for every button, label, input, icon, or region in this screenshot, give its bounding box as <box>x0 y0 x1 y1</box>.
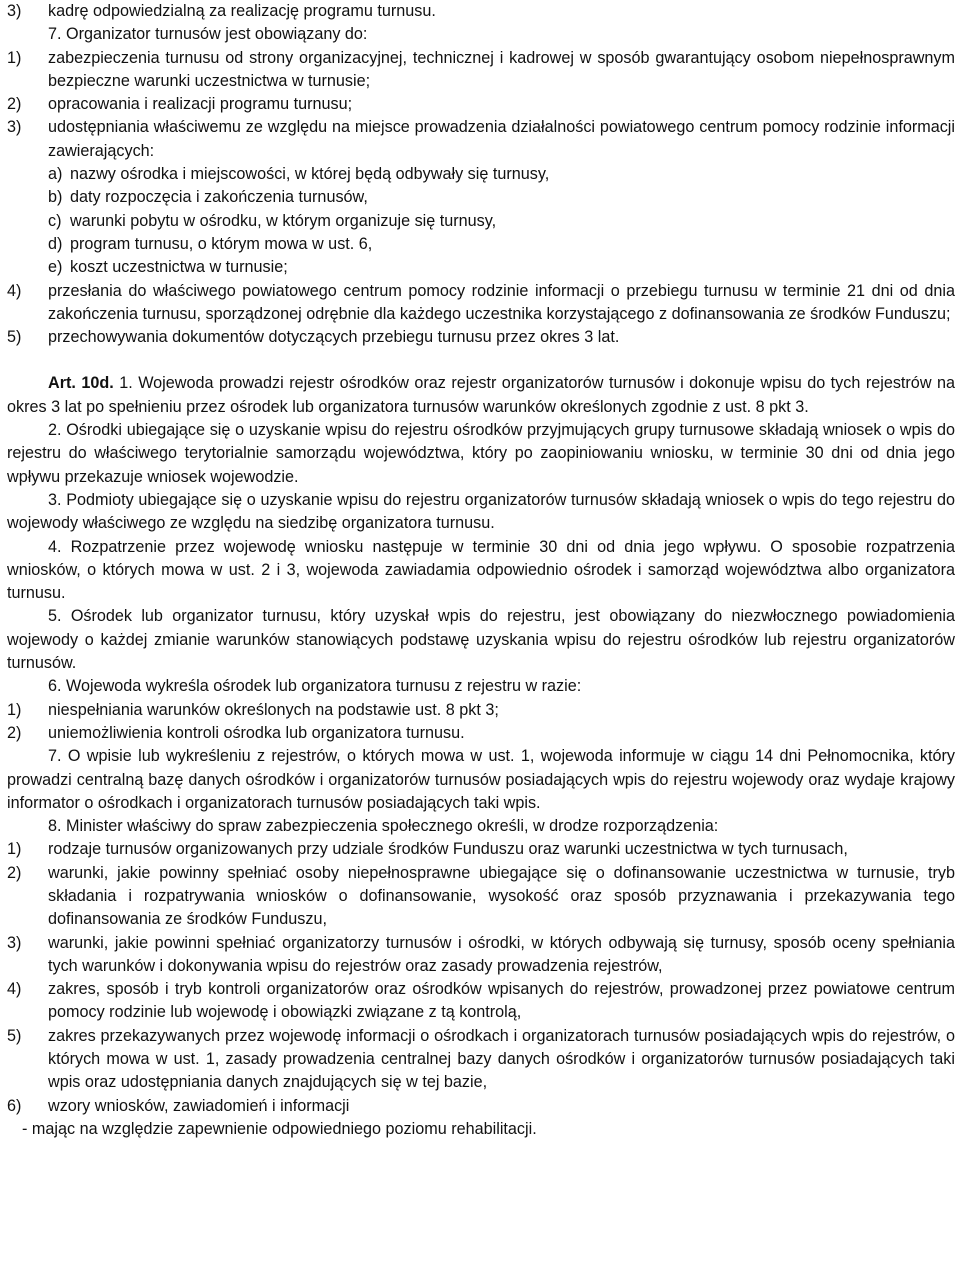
item-text: kadrę odpowiedzialną za realizację programu turnusu. <box>48 2 436 20</box>
art-10d-paragraph-4: 4. Rozpatrzenie przez wojewodę wniosku następuje w terminie 30 dni od dnia jego wpływu. O sposobie rozpatrzenia wniosków, o których mowa w ust. 2 i 3, wojewoda zawiadamia odpowiednio ośrodek i samorząd województwa albo organizatora turnusu. <box>7 537 955 603</box>
list-item <box>7 47 955 94</box>
item-text: niespełniania warunków określonych na podstawie ust. 8 pkt 3; <box>48 700 499 719</box>
sub-list-item <box>7 163 955 186</box>
art-10d-paragraph-1 <box>7 372 955 419</box>
spacer <box>7 349 955 372</box>
list-item <box>7 1025 955 1095</box>
list-item <box>7 838 955 861</box>
list-item <box>7 93 955 116</box>
item-text: warunki, jakie powinny spełniać osoby niepełnosprawne ubiegające się o dofinansowanie uczestnictwa w turnusie, tryb składania i rozpatrywania wniosków o dofinansowanie, wysokość oraz sposób przyznawania i przekazywania tego dofinansowania ze środków Funduszu, <box>48 863 955 929</box>
item-number: 2) <box>7 863 22 882</box>
item-number: 1) <box>7 840 22 859</box>
art-10d-paragraph-7: 7. O wpisie lub wykreśleniu z rejestrów, o których mowa w ust. 1, wojewoda informuje w ciągu 14 dni Pełnomocnika, który prowadzi centralną bazę danych ośrodków i organizatorów turnusów posiadających wpis do rejestru wojewody oraz wydaje krajowy informator o ośrodkach i organizatorach turnusów posiadających taki wpis. <box>7 747 955 812</box>
item-text: rodzaje turnusów organizowanych przy udziale środków Funduszu oraz warunki uczestnictwa w tych turnusach, <box>48 840 848 859</box>
art-10d-paragraph-8: 8. Minister właściwy do spraw zabezpieczenia społecznego określi, w drodze rozporządzenia: <box>48 817 719 836</box>
item-letter: a) <box>48 165 63 184</box>
item-text: zabezpieczenia turnusu od strony organizacyjnej, technicznej i kadrowej w sposób gwarantujący osobom niepełnosprawnym bezpieczne warunki uczestnictwa w turnusie; <box>48 48 955 90</box>
art-10d-paragraph-2: 2. Ośrodki ubiegające się o uzyskanie wpisu do rejestru ośrodków przyjmujących grupy turnusowe składają wniosek o wpis do rejestru do właściwego terytorialnie samorządu województwa, który po zaopiniowaniu wniosku, w terminie 30 dni od dnia jego wpływu przekazuje wniosek wojewodzie. <box>7 421 955 486</box>
paragraph-text: 1. Wojewoda prowadzi rejestr ośrodków oraz rejestr organizatorów turnusów i dokonuje wpisu do tych rejestrów na okres 3 lat po spełnieniu przez ośrodek lub organizatora turnusów warunków określonych zgodnie z ust. 8 pkt 3. <box>7 374 955 416</box>
list-item <box>7 116 955 163</box>
list-item <box>7 1095 955 1118</box>
item-number: 3) <box>7 118 22 137</box>
item-letter: b) <box>48 188 63 207</box>
art-10d-paragraph-3: 3. Podmioty ubiegające się o uzyskanie wpisu do rejestru organizatorów turnusów składają wniosek o wpis do tego rejestru do wojewody właściwego ze względu na siedzibę organizatora turnusu. <box>7 490 955 533</box>
item-text: uniemożliwienia kontroli ośrodka lub organizatora turnusu. <box>48 723 465 742</box>
list-item <box>7 699 955 722</box>
item-number: 5) <box>7 328 22 347</box>
sub-list-item <box>7 233 955 256</box>
item-text: przesłania do właściwego powiatowego centrum pomocy rodzinie informacji o przebiegu turnusu w terminie 21 dni od dnia zakończenia turnusu, sporządzonej odrębnie dla każdego uczestnika korzystającego z dofinansowania ze środków Funduszu; <box>48 281 955 323</box>
item-text: koszt uczestnictwa w turnusie; <box>70 258 288 277</box>
item-text: daty rozpoczęcia i zakończenia turnusów, <box>70 188 368 207</box>
closing-clause: - mając na względzie zapewnienie odpowiedniego poziomu rehabilitacji. <box>22 1119 537 1138</box>
item-text: przechowywania dokumentów dotyczących przebiegu turnusu przez okres 3 lat. <box>48 328 620 347</box>
sub-list-item <box>7 256 955 279</box>
list-item <box>7 978 955 1025</box>
item-number: 3) <box>7 2 22 20</box>
item-number: 1) <box>7 48 22 67</box>
item-number: 1) <box>7 700 22 719</box>
article-heading: Art. 10d. <box>48 374 114 393</box>
item-number: 2) <box>7 723 22 742</box>
item-text: warunki, jakie powinni spełniać organizatorzy turnusów i ośrodki, w których odbywają się turnusy, sposób oceny spełniania tych warunków i dokonywania wpisu do rejestrów oraz zasady prowadzenia rejestrów, <box>48 933 955 975</box>
art-10d-paragraph-5: 5. Ośrodek lub organizator turnusu, który uzyskał wpis do rejestru, jest obowiązany do niezwłocznego powiadomienia wojewody o każdej zmianie warunków stanowiących podstawę uzyskania wpisu do rejestru ośrodków lub rejestru organizatorów turnusów. <box>7 607 955 673</box>
item-text: zakres przekazywanych przez wojewodę informacji o ośrodkach i organizatorach turnusów posiadających wpis do rejestrów, o których mowa w ust. 1, zasady prowadzenia centralnej bazy danych ośrodków i organizatorów turnusów posiadających taki wpis oraz udostępniania danych znajdujących się w tej bazie, <box>48 1026 955 1092</box>
list-item <box>7 932 955 979</box>
list-item <box>7 0 955 23</box>
item-number: 4) <box>7 281 22 300</box>
list-item <box>7 280 955 327</box>
item-number: 4) <box>7 980 22 999</box>
section-7-intro: 7. Organizator turnusów jest obowiązany do: <box>48 25 368 44</box>
sub-list-item <box>7 210 955 233</box>
item-letter: c) <box>48 211 62 230</box>
list-item <box>7 862 955 932</box>
sub-list-item <box>7 186 955 209</box>
item-text: zakres, sposób i tryb kontroli organizatorów oraz ośrodków wpisanych do rejestrów, prowadzonej przez powiatowe centrum pomocy rodzinie lub wojewodę i obowiązki związane z tą kontrolą, <box>48 980 955 1022</box>
item-number: 2) <box>7 95 22 114</box>
item-number: 3) <box>7 933 22 952</box>
item-text: nazwy ośrodka i miejscowości, w której będą odbywały się turnusy, <box>70 165 550 184</box>
item-text: opracowania i realizacji programu turnusu; <box>48 95 353 114</box>
item-text: wzory wniosków, zawiadomień i informacji <box>48 1096 350 1115</box>
item-number: 5) <box>7 1026 22 1045</box>
list-item <box>7 326 955 349</box>
list-item <box>7 722 955 745</box>
item-text: warunki pobytu w ośrodku, w którym organizuje się turnusy, <box>70 211 497 230</box>
item-letter: d) <box>48 234 63 253</box>
item-text: udostępniania właściwemu ze względu na miejsce prowadzenia działalności powiatowego centrum pomocy rodzinie informacji zawierających: <box>48 118 955 160</box>
art-10d-paragraph-6: 6. Wojewoda wykreśla ośrodek lub organizatora turnusu z rejestru w razie: <box>48 677 582 696</box>
item-number: 6) <box>7 1096 22 1115</box>
item-letter: e) <box>48 258 63 277</box>
item-text: program turnusu, o którym mowa w ust. 6, <box>70 234 373 253</box>
